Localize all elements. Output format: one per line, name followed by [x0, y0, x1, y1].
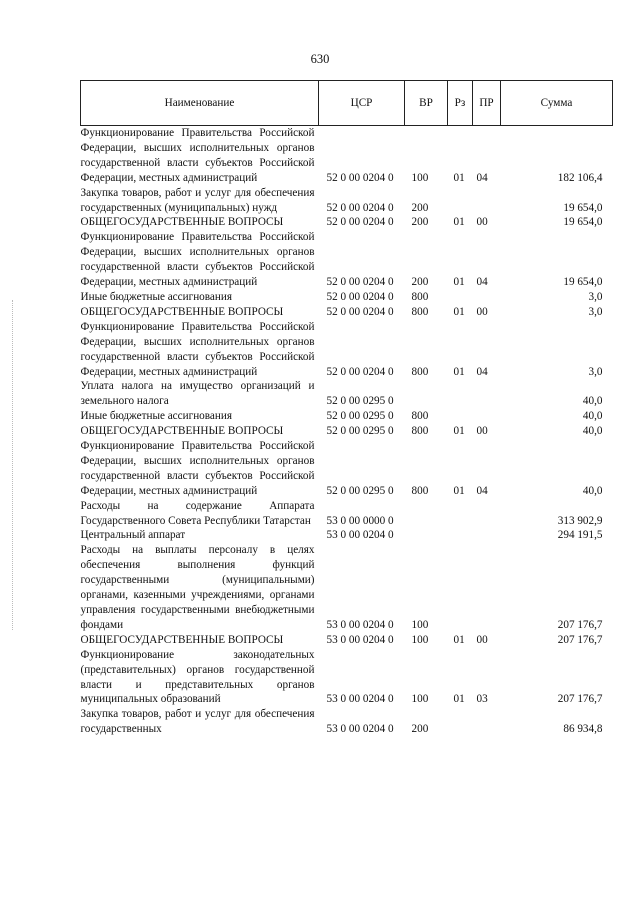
row-sum: 3,0 [588, 305, 603, 318]
row-pr: 00 [476, 305, 488, 318]
row-rz: 01 [453, 305, 465, 318]
row-rz [448, 409, 473, 424]
row-sum: 3,0 [588, 365, 603, 378]
row-sum: 294 191,5 [557, 529, 603, 542]
row-name: Закупка товаров, работ и услуг для обеспечения государственных (муниципальных) нужд [80, 186, 315, 214]
row-csr: 52 0 00 0295 0 [326, 425, 394, 438]
page-number: 630 [310, 52, 330, 66]
row-pr: 00 [476, 425, 488, 438]
row-rz: 01 [453, 216, 465, 229]
table-row [81, 126, 613, 186]
row-pr [473, 186, 501, 216]
row-sum: 207 176,7 [557, 693, 603, 706]
row-sum: 207 176,7 [557, 633, 603, 646]
row-csr: 52 0 00 0204 0 [326, 216, 394, 229]
row-csr: 52 0 00 0204 0 [326, 276, 394, 289]
row-csr: 53 0 00 0204 0 [326, 618, 394, 631]
header-rz: Рз [448, 81, 473, 126]
row-vr: 800 [411, 290, 429, 303]
table-row [81, 528, 613, 543]
row-name: Функционирование Правительства Российской Федерации, высших исполнительных органов государственной власти субъектов Российской Федерации, местных администраций [80, 320, 315, 378]
row-name: Расходы на содержание Аппарата Государственного Совета Республики Татарстан [80, 499, 315, 527]
table-row [81, 320, 613, 380]
table-body [81, 126, 613, 738]
row-pr [473, 409, 501, 424]
row-name: Функционирование Правительства Российской Федерации, высших исполнительных органов государственной власти субъектов Российской Федерации, местных администраций [80, 440, 315, 497]
row-vr: 800 [411, 484, 429, 497]
budget-table [80, 80, 613, 737]
header-name: Наименование [81, 81, 319, 126]
row-csr: 52 0 00 0204 0 [326, 290, 394, 303]
row-csr: 53 0 00 0204 0 [326, 723, 394, 736]
row-vr: 200 [411, 723, 429, 736]
row-pr [473, 543, 501, 632]
header-csr: ЦСР [319, 81, 405, 126]
row-csr: 53 0 00 0204 0 [326, 529, 394, 542]
row-vr: 800 [411, 425, 429, 438]
row-rz [448, 379, 473, 409]
row-vr [405, 499, 448, 529]
row-sum: 40,0 [582, 410, 603, 423]
row-sum: 19 654,0 [563, 276, 603, 289]
scan-margin-mark [12, 300, 14, 630]
row-name: ОБЩЕГОСУДАРСТВЕННЫЕ ВОПРОСЫ [80, 216, 284, 229]
row-sum: 207 176,7 [557, 618, 603, 631]
row-csr: 52 0 00 0295 0 [326, 484, 394, 497]
row-rz: 01 [453, 365, 465, 378]
row-rz [448, 499, 473, 529]
row-name: ОБЩЕГОСУДАРСТВЕННЫЕ ВОПРОСЫ [80, 305, 284, 318]
table-row [81, 439, 613, 499]
row-pr: 04 [476, 484, 488, 497]
row-rz: 01 [453, 633, 465, 646]
row-vr: 100 [411, 693, 429, 706]
table-row [81, 707, 613, 737]
row-pr [473, 528, 501, 543]
row-vr [405, 379, 448, 409]
row-rz [448, 543, 473, 632]
row-name: Расходы на выплаты персоналу в целях обеспечения выполнения функций государственными (муниципальными) органами, казенными учреждениями, органами управления государственными внебюджетными фондами [80, 544, 315, 631]
table-row [81, 305, 613, 320]
table-row [81, 379, 613, 409]
table-row [81, 409, 613, 424]
row-vr: 100 [411, 618, 429, 631]
row-rz: 01 [453, 425, 465, 438]
row-name: ОБЩЕГОСУДАРСТВЕННЫЕ ВОПРОСЫ [80, 425, 284, 438]
header-sum: Сумма [501, 81, 613, 126]
row-name: Функционирование Правительства Российской Федерации, высших исполнительных органов государственной власти субъектов Российской Федерации, местных администраций [80, 127, 315, 184]
row-sum: 182 106,4 [557, 171, 603, 184]
row-pr: 04 [476, 171, 488, 184]
row-pr: 04 [476, 276, 488, 289]
row-pr [473, 707, 501, 737]
row-name: Иные бюджетные ассигнования [80, 290, 232, 303]
row-vr: 200 [411, 216, 429, 229]
row-vr: 100 [411, 171, 429, 184]
table-row [81, 230, 613, 290]
row-csr: 52 0 00 0295 0 [326, 410, 394, 423]
row-rz: 01 [453, 171, 465, 184]
row-rz [448, 186, 473, 216]
table-header [81, 81, 613, 126]
header-vr: ВР [405, 81, 448, 126]
row-csr: 52 0 00 0204 0 [326, 171, 394, 184]
table-row [81, 633, 613, 648]
row-csr: 52 0 00 0295 0 [326, 395, 394, 408]
table-row [81, 290, 613, 305]
row-sum: 19 654,0 [563, 216, 603, 229]
table-row [81, 499, 613, 529]
row-pr [473, 379, 501, 409]
row-pr: 03 [476, 693, 488, 706]
row-vr: 800 [411, 305, 429, 318]
row-sum: 3,0 [588, 290, 603, 303]
row-vr: 800 [411, 410, 429, 423]
row-sum: 86 934,8 [563, 723, 603, 736]
row-vr: 100 [411, 633, 429, 646]
row-rz [448, 528, 473, 543]
row-sum: 313 902,9 [557, 514, 603, 527]
row-name: Закупка товаров, работ и услуг для обеспечения государственных [80, 708, 315, 736]
row-csr: 52 0 00 0204 0 [326, 305, 394, 318]
row-pr: 04 [476, 365, 488, 378]
row-vr: 200 [411, 201, 429, 214]
row-sum: 19 654,0 [563, 201, 603, 214]
row-name: ОБЩЕГОСУДАРСТВЕННЫЕ ВОПРОСЫ [80, 633, 284, 646]
row-csr: 53 0 00 0204 0 [326, 693, 394, 706]
row-pr [473, 499, 501, 529]
row-sum: 40,0 [582, 395, 603, 408]
row-name: Функционирование Правительства Российской Федерации, высших исполнительных органов государственной власти субъектов Российской Федерации, местных администраций [80, 231, 315, 289]
row-pr [473, 290, 501, 305]
row-name: Иные бюджетные ассигнования [80, 410, 232, 423]
row-name: Уплата налога на имущество организаций и земельного налога [80, 380, 315, 408]
header-pr: ПР [473, 81, 501, 126]
row-pr: 00 [476, 216, 488, 229]
row-sum: 40,0 [582, 484, 603, 497]
row-rz [448, 707, 473, 737]
row-csr: 52 0 00 0204 0 [326, 365, 394, 378]
row-csr: 53 0 00 0000 0 [326, 514, 394, 527]
table-row [81, 215, 613, 230]
table-row [81, 424, 613, 439]
row-vr [405, 528, 448, 543]
row-sum: 40,0 [582, 425, 603, 438]
row-csr: 53 0 00 0204 0 [326, 633, 394, 646]
row-name: Центральный аппарат [80, 529, 186, 542]
row-csr: 52 0 00 0204 0 [326, 201, 394, 214]
row-pr: 00 [476, 633, 488, 646]
table-row [81, 186, 613, 216]
row-rz [448, 290, 473, 305]
row-vr: 200 [411, 276, 429, 289]
row-vr: 800 [411, 365, 429, 378]
table-row [81, 648, 613, 708]
row-name: Функционирование законодательных (представительных) органов государственной власти и представительных органов муниципальных образований [80, 648, 315, 706]
row-rz: 01 [453, 693, 465, 706]
table-row [81, 543, 613, 632]
row-rz: 01 [453, 276, 465, 289]
row-rz: 01 [453, 484, 465, 497]
